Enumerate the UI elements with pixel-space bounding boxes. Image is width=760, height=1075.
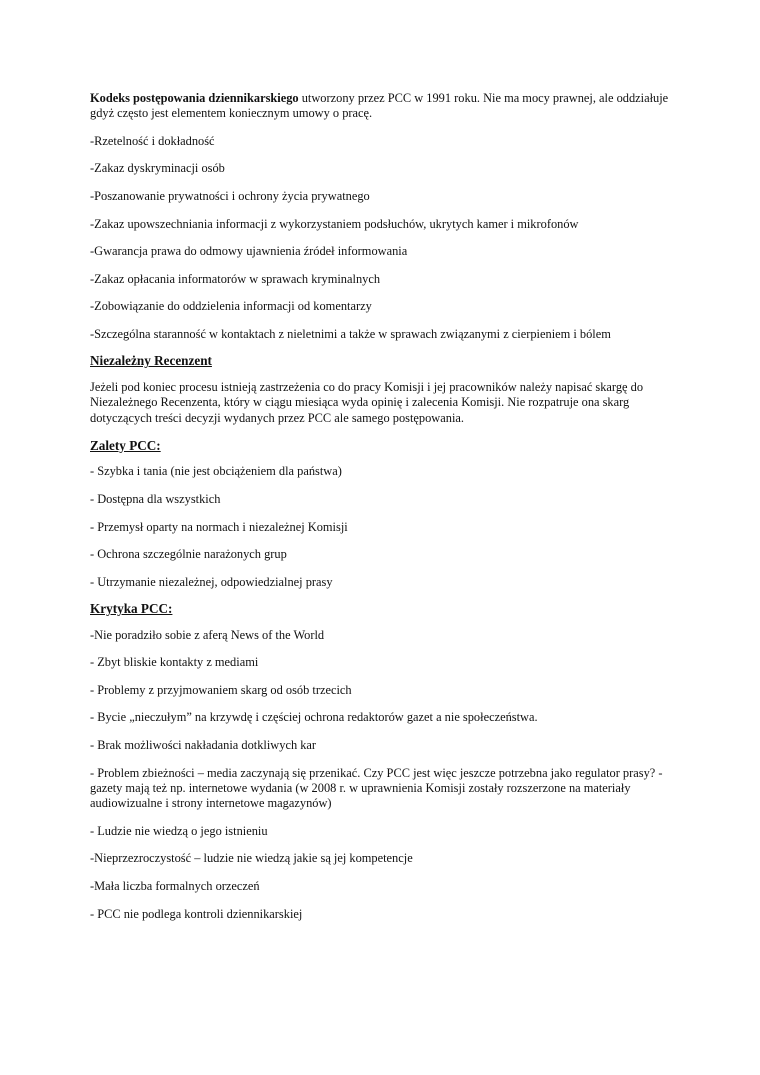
criticism-list: [90, 628, 676, 922]
intro-bold-term: Kodeks postępowania dziennikarskiego: [90, 91, 299, 105]
list-item: - Przemysł oparty na normach i niezależnej Komisji: [90, 519, 348, 534]
intro-text: utworzony przez PCC w 1991 roku. Nie ma mocy prawnej, ale oddziałuje gdyż często jest elementem koniecznym umowy o pracę.: [90, 91, 669, 121]
list-item: -Nieprzezroczystość – ludzie nie wiedzą jakie są jej kompetencje: [90, 851, 413, 866]
list-item: - Problemy z przyjmowaniem skarg od osób trzecich: [90, 682, 352, 697]
list-item: -Szczególna staranność w kontaktach z nieletnimi a także w sprawach związanymi z cierpieniem i bólem: [90, 326, 611, 341]
list-item: -Zakaz upowszechniania informacji z wykorzystaniem podsłuchów, ukrytych kamer i mikrofonów: [90, 216, 579, 231]
document-page: [90, 91, 676, 934]
list-item: - Problem zbieżności – media zaczynają się przenikać. Czy PCC jest więc jeszcze potrzebna jako regulator prasy? - gazety mają też np. internetowe wydania (w 2008 r. w uprawnienia Komisji zostały rozszerzone na materiały audiowizualne i strony internetowe magazynów): [90, 765, 663, 811]
list-item: - Bycie „nieczułym” na krzywdę i częściej ochrona redaktorów gazet a nie społeczeństwa.: [90, 710, 538, 725]
advantages-list: [90, 464, 676, 590]
list-item: - Brak możliwości nakładania dotkliwych kar: [90, 737, 317, 752]
list-item: -Mała liczba formalnych orzeczeń: [90, 878, 260, 893]
intro-paragraph: [90, 91, 676, 122]
list-item: -Zakaz dyskryminacji osób: [90, 161, 225, 176]
list-item: - Utrzymanie niezależnej, odpowiedzialnej prasy: [90, 574, 333, 589]
section-heading-criticism: Krytyka PCC:: [90, 601, 173, 617]
list-item: -Poszanowanie prywatności i ochrony życia prywatnego: [90, 189, 370, 203]
list-item: -Zobowiązanie do oddzielenia informacji od komentarzy: [90, 299, 372, 314]
list-item: -Zakaz opłacania informatorów w sprawach kryminalnych: [90, 271, 381, 286]
reviewer-paragraph: Jeżeli pod koniec procesu istnieją zastrzeżenia co do pracy Komisji i jej pracowników należy napisać skargę do Niezależnego Recenzenta, który w ciągu miesiąca wyda opinię i zalecenia Komisji. Nie rozpatruje ona skarg dotyczących treści decyzji wydanych przez PCC ale samego postępowania.: [90, 379, 644, 425]
code-list: [90, 134, 676, 343]
list-item: - Ludzie nie wiedzą o jego istnieniu: [90, 823, 268, 838]
list-item: - PCC nie podlega kontroli dziennikarskiej: [90, 906, 303, 921]
list-item: - Zbyt bliskie kontakty z mediami: [90, 655, 259, 670]
list-item: -Nie poradziło sobie z aferą News of the World: [90, 627, 325, 642]
section-heading-advantages: Zalety PCC:: [90, 438, 161, 453]
list-item: - Ochrona szczególnie narażonych grup: [90, 547, 287, 562]
section-heading-reviewer: Niezależny Recenzent: [90, 353, 212, 369]
list-item: -Rzetelność i dokładność: [90, 133, 215, 148]
list-item: - Dostępna dla wszystkich: [90, 492, 221, 506]
list-item: - Szybka i tania (nie jest obciążeniem dla państwa): [90, 464, 342, 479]
list-item: -Gwarancja prawa do odmowy ujawnienia źródeł informowania: [90, 244, 408, 259]
